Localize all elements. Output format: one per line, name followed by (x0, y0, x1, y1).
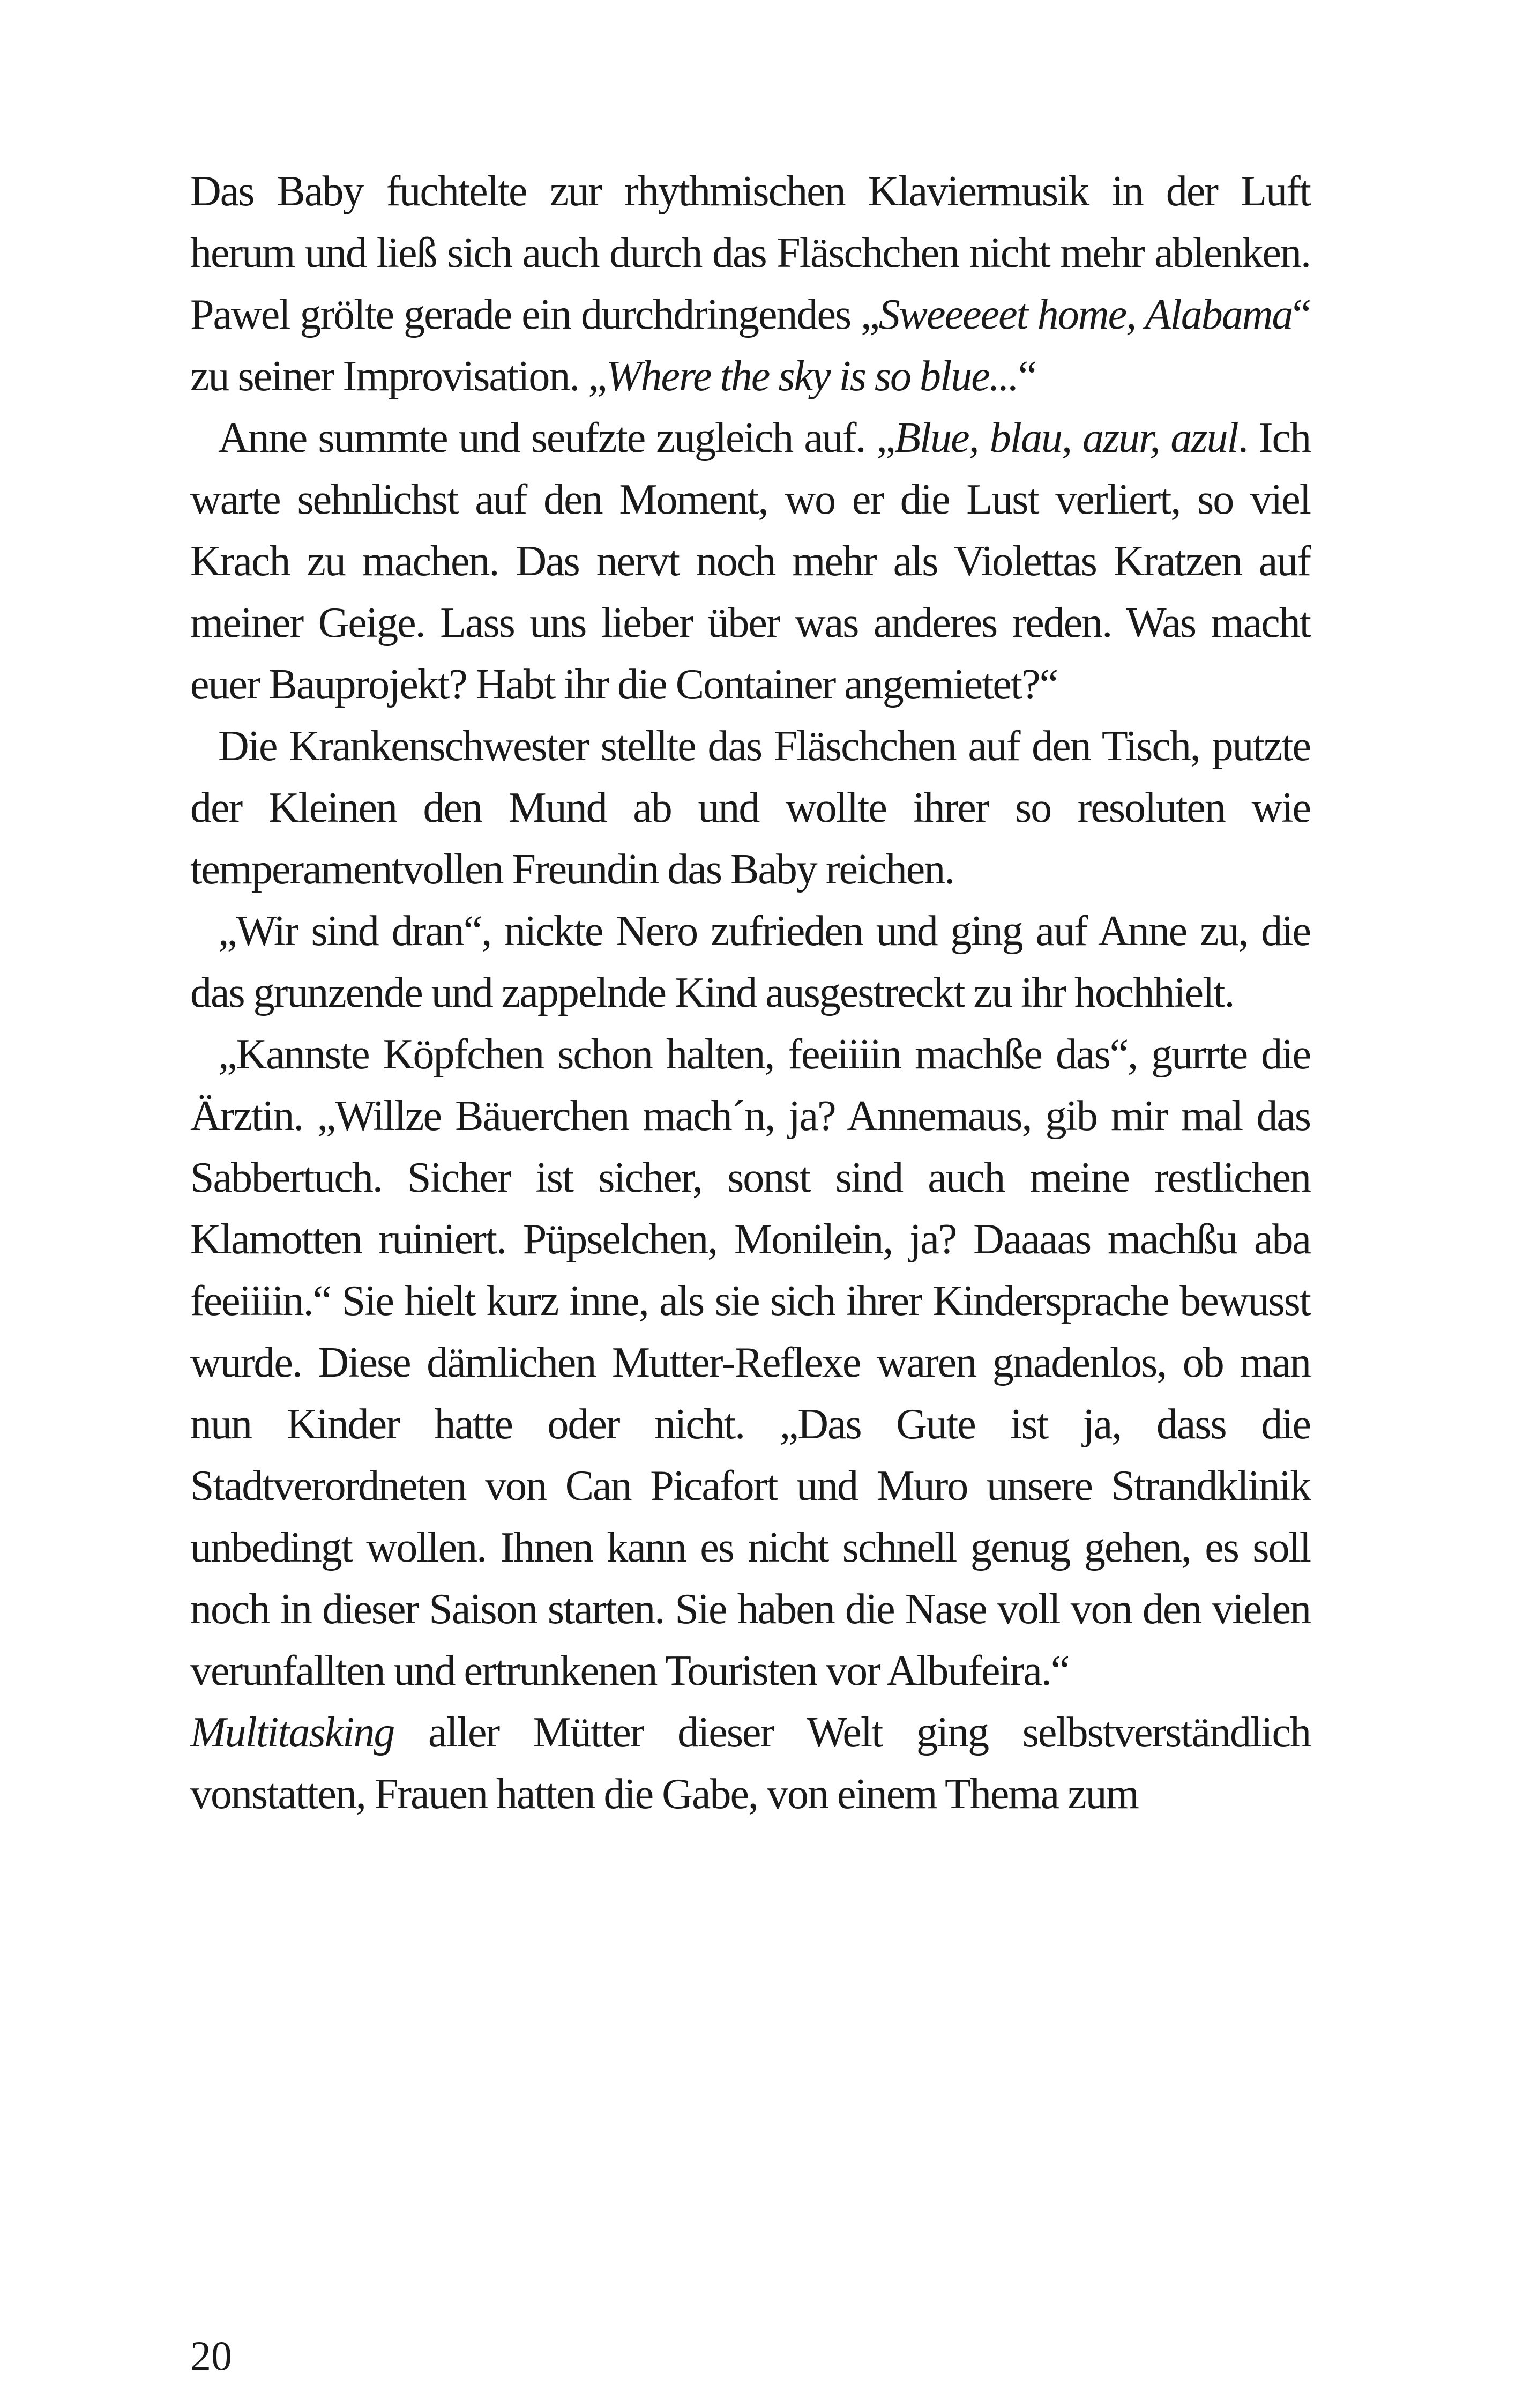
italic-text: Where the sky is so blue... (606, 353, 1018, 400)
text-segment: aller Mütter dieser Welt ging selbstverständlich vonstatten, Frauen hatten die Gabe, von einem Thema zum (190, 1709, 1310, 1818)
text-segment: “ (1018, 353, 1036, 400)
text-segment: . Ich warte sehnlichst auf den Moment, wo er die Lust verliert, so viel Krach zu machen. Das nervt noch mehr als Violettas Kratzen auf meiner Geige. Lass uns lieber über was anderes reden. Was macht euer Bauprojekt? Habt ihr die Container angemietet?“ (190, 414, 1310, 708)
paragraph (190, 407, 1310, 716)
text-segment: “ zu seiner Improvisation. „ (190, 291, 1311, 400)
paragraph (190, 716, 1310, 901)
text-segment: Das Baby fuchtelte zur rhythmischen Klaviermusik in der Luft herum und ließ sich auch durch das Fläschchen nicht mehr ablenken. Pawel grölte gerade ein durchdringendes „ (190, 168, 1310, 338)
italic-text: Multitasking (190, 1709, 394, 1756)
page-number: 20 (190, 2332, 232, 2379)
paragraph (190, 1024, 1310, 1702)
body-text (190, 161, 1310, 1825)
paragraph (190, 161, 1310, 407)
text-segment: Die Krankenschwester stellte das Fläschchen auf den Tisch, putzte der Kleinen den Mund ab und wollte ihrer so resoluten wie temperamentvollen Freundin das Baby reichen. (190, 723, 1310, 893)
text-segment: „Kannste Köpfchen schon halten, feeiiiin machße das“, gurrte die Ärztin. „Willze Bäuerchen mach´n, ja? Annemaus, gib mir mal das Sabbertuch. Sicher ist sicher, sonst sind auch meine restlichen Klamotten ruiniert. Püpselchen, Monilein, ja? Daaaas machßu aba feeiiiin.“ Sie hielt kurz inne, als sie sich ihrer Kindersprache bewusst wurde. Diese dämlichen Mutter-Reflexe waren gnadenlos, ob man nun Kinder hatte oder nicht. „Das Gute ist ja, dass die Stadtverordneten von Can Picafort und Muro unsere Strandklinik unbedingt wollen. Ihnen kann es nicht schnell genug gehen, es soll noch in dieser Saison starten. Sie haben die Nase voll von den vielen verunfallten und ertrunkenen Touristen vor Albufeira.“ (190, 1031, 1310, 1694)
text-segment: Anne summte und seufzte zugleich auf. „ (218, 414, 895, 462)
italic-text: Blue, blau, azur, azul (894, 414, 1238, 462)
paragraph (190, 901, 1310, 1024)
paragraph (190, 1702, 1310, 1825)
text-segment: „Wir sind dran“, nickte Nero zufrieden und ging auf Anne zu, die das grunzende und zappelnde Kind ausgestreckt zu ihr hochhielt. (190, 908, 1310, 1016)
italic-text: Sweeeeet home, Alabama (878, 291, 1293, 338)
